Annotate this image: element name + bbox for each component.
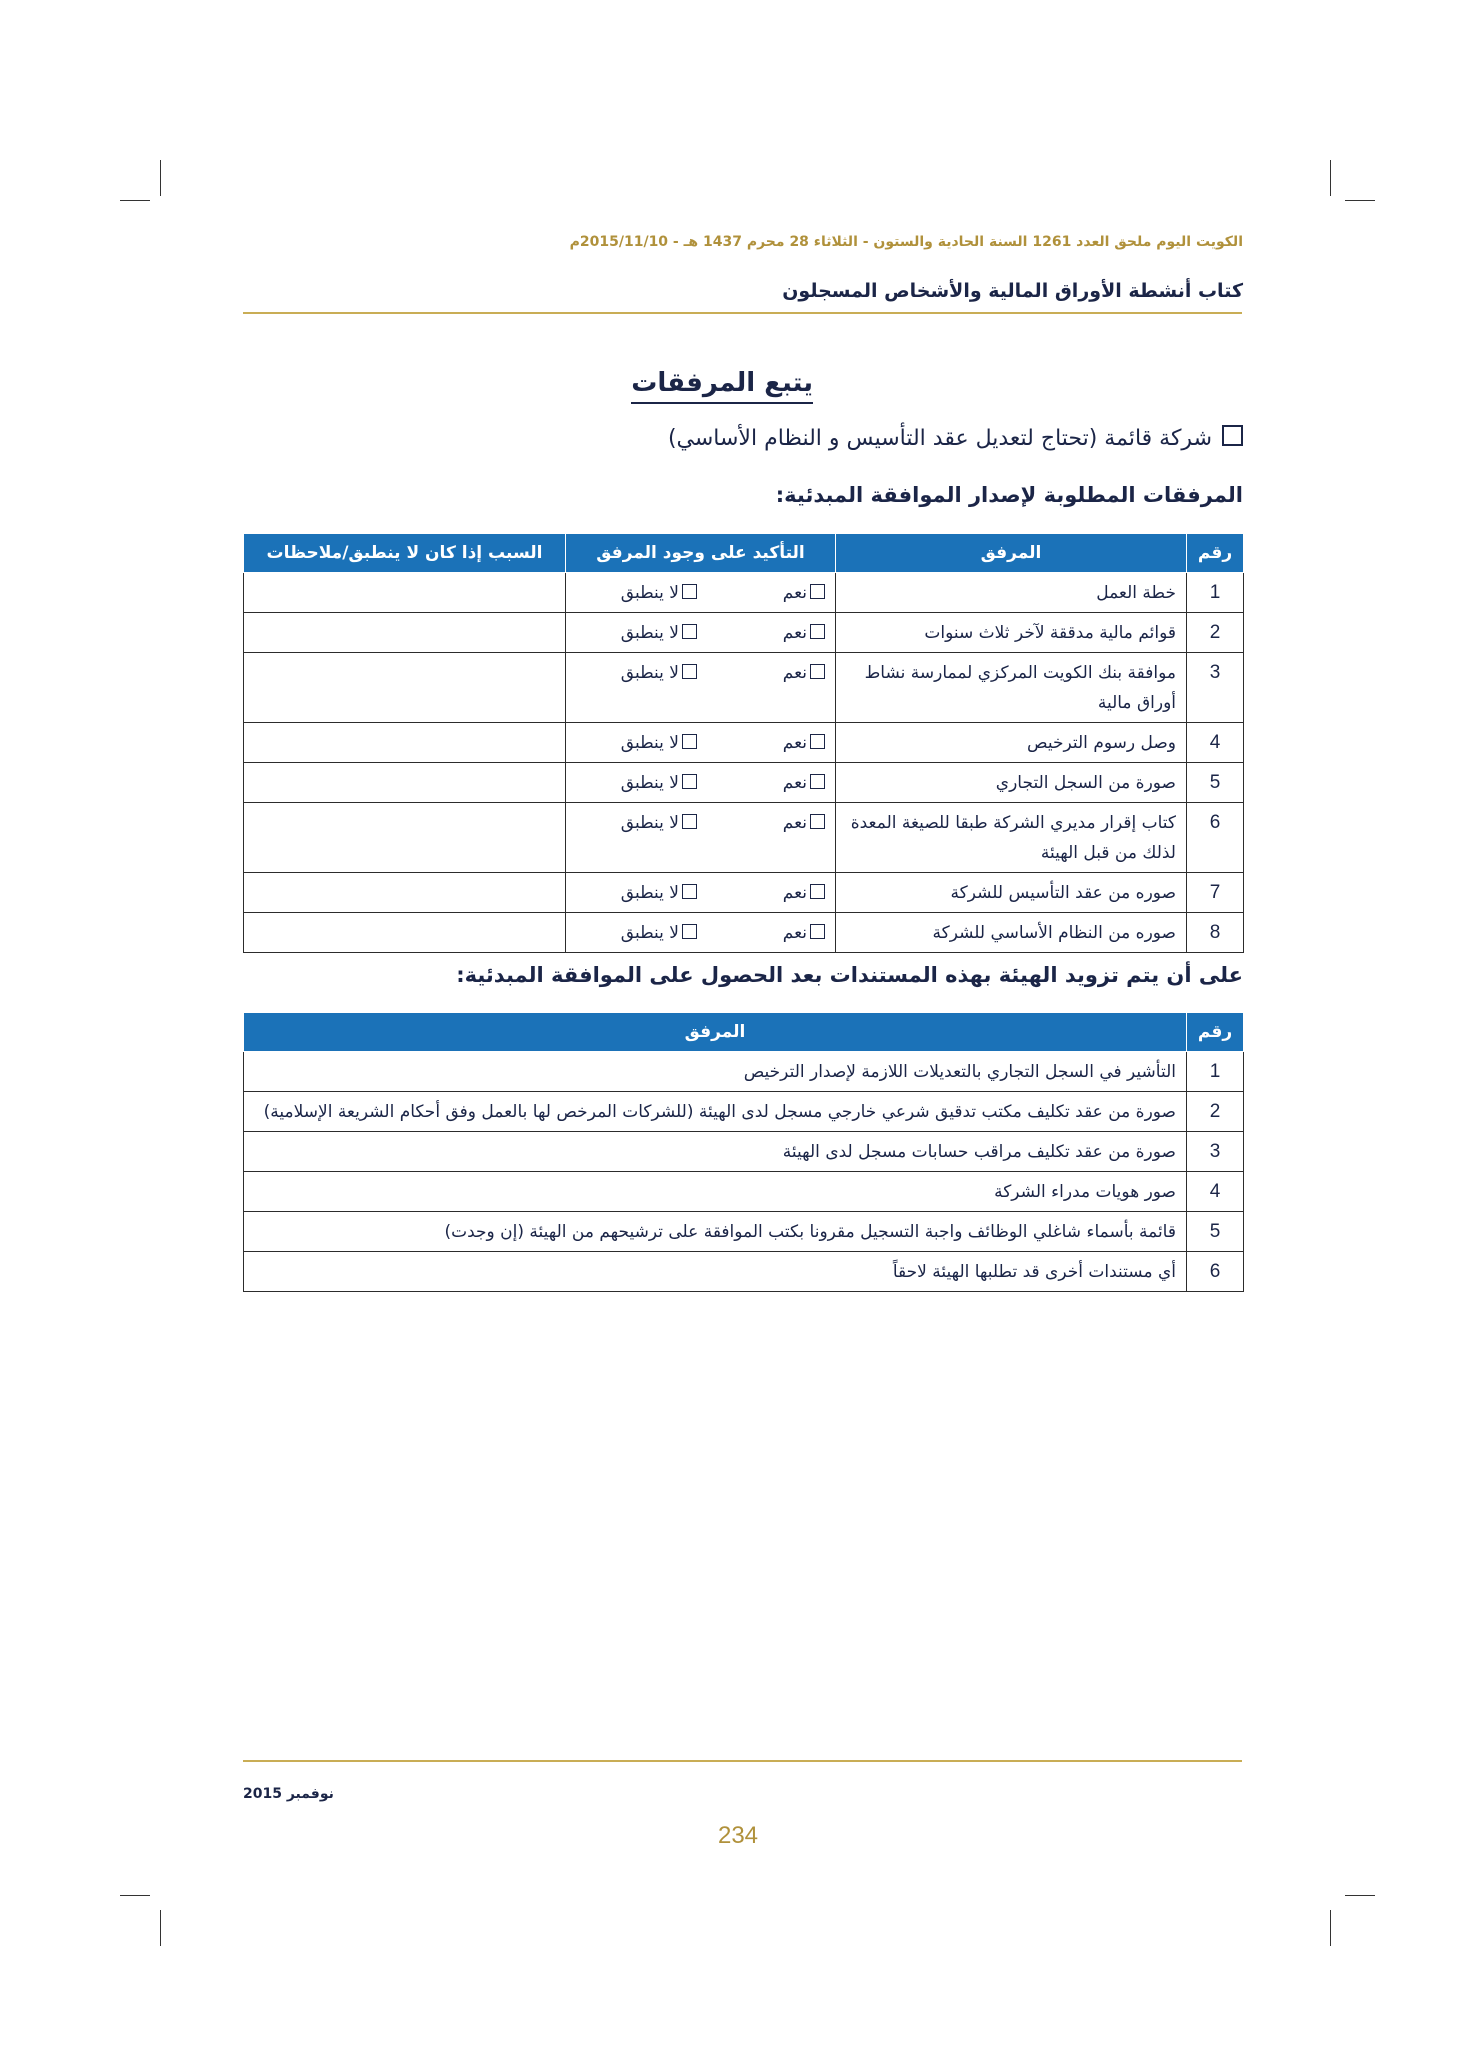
not-applicable-option[interactable] bbox=[587, 658, 697, 688]
row-number: 8 bbox=[1187, 913, 1244, 953]
reason-notes-cell[interactable] bbox=[244, 873, 566, 913]
reason-notes-cell[interactable] bbox=[244, 653, 566, 723]
reason-notes-cell[interactable] bbox=[244, 613, 566, 653]
yes-option[interactable] bbox=[735, 878, 825, 908]
checkbox-icon[interactable] bbox=[682, 734, 697, 749]
table-row bbox=[244, 1172, 1244, 1212]
checkbox-icon[interactable] bbox=[810, 584, 825, 599]
table-row bbox=[244, 1092, 1244, 1132]
confirmation-cell bbox=[566, 763, 836, 803]
yes-option[interactable] bbox=[735, 918, 825, 948]
header-reason: السبب إذا كان لا ينطبق/ملاحظات bbox=[244, 534, 566, 573]
yes-option[interactable] bbox=[735, 808, 825, 838]
confirmation-cell bbox=[566, 653, 836, 723]
row-number: 5 bbox=[1187, 763, 1244, 803]
confirmation-cell bbox=[566, 803, 836, 873]
table-header-row bbox=[244, 1013, 1244, 1052]
not-applicable-label: لا ينطبق bbox=[620, 663, 679, 683]
crop-mark bbox=[1330, 1910, 1331, 1946]
publication-title: كتاب أنشطة الأوراق المالية والأشخاص المسجلون bbox=[782, 280, 1243, 302]
attachment-name: خطة العمل bbox=[836, 573, 1187, 613]
checkbox-icon[interactable] bbox=[1222, 425, 1243, 446]
post-approval-intro: على أن يتم تزويد الهيئة بهذه المستندات بعد الحصول على الموافقة المبدئية: bbox=[456, 963, 1243, 987]
row-number: 3 bbox=[1187, 653, 1244, 723]
row-number: 1 bbox=[1187, 573, 1244, 613]
yes-option[interactable] bbox=[735, 768, 825, 798]
attachment-name: قوائم مالية مدققة لآخر ثلاث سنوات bbox=[836, 613, 1187, 653]
table-row bbox=[244, 653, 1244, 723]
company-option-label: شركة قائمة (تحتاج لتعديل عقد التأسيس و النظام الأساسي) bbox=[667, 426, 1212, 451]
checkbox-icon[interactable] bbox=[810, 664, 825, 679]
checkbox-icon[interactable] bbox=[682, 884, 697, 899]
yes-option[interactable] bbox=[735, 618, 825, 648]
attachment-name: موافقة بنك الكويت المركزي لممارسة نشاط أوراق مالية bbox=[836, 653, 1187, 723]
header-number: رقم bbox=[1187, 534, 1244, 573]
row-number: 3 bbox=[1187, 1132, 1244, 1172]
reason-notes-cell[interactable] bbox=[244, 723, 566, 763]
checkbox-icon[interactable] bbox=[810, 814, 825, 829]
yes-option[interactable] bbox=[735, 728, 825, 758]
confirmation-cell bbox=[566, 723, 836, 763]
row-number: 6 bbox=[1187, 1252, 1244, 1292]
reason-notes-cell[interactable] bbox=[244, 913, 566, 953]
row-number: 5 bbox=[1187, 1212, 1244, 1252]
checkbox-icon[interactable] bbox=[682, 624, 697, 639]
crop-mark bbox=[1330, 160, 1331, 196]
not-applicable-label: لا ينطبق bbox=[620, 773, 679, 793]
initial-approval-intro: المرفقات المطلوبة لإصدار الموافقة المبدئية: bbox=[775, 483, 1243, 507]
attachment-name: صوره من النظام الأساسي للشركة bbox=[836, 913, 1187, 953]
crop-mark bbox=[120, 200, 150, 201]
not-applicable-label: لا ينطبق bbox=[620, 583, 679, 603]
post-approval-documents-table bbox=[243, 1012, 1244, 1292]
row-number: 2 bbox=[1187, 613, 1244, 653]
attachment-name: صوره من عقد التأسيس للشركة bbox=[836, 873, 1187, 913]
table-row bbox=[244, 873, 1244, 913]
not-applicable-option[interactable] bbox=[587, 618, 697, 648]
crop-mark bbox=[120, 1895, 150, 1896]
gazette-header: الكويت اليوم ملحق العدد 1261 السنة الحادية والستون - الثلاثاء 28 محرم 1437 هـ - 2015/11/10م bbox=[569, 234, 1243, 250]
document-name: صورة من عقد تكليف مكتب تدقيق شرعي خارجي مسجل لدى الهيئة (للشركات المرخص لها بالعمل وفق أحكام الشريعة الإسلامية) bbox=[244, 1092, 1187, 1132]
crop-mark bbox=[160, 1910, 161, 1946]
not-applicable-option[interactable] bbox=[587, 768, 697, 798]
not-applicable-label: لا ينطبق bbox=[620, 733, 679, 753]
reason-notes-cell[interactable] bbox=[244, 763, 566, 803]
yes-label: نعم bbox=[782, 733, 807, 753]
yes-label: نعم bbox=[782, 623, 807, 643]
not-applicable-label: لا ينطبق bbox=[620, 813, 679, 833]
checkbox-icon[interactable] bbox=[682, 814, 697, 829]
checkbox-icon[interactable] bbox=[810, 884, 825, 899]
reason-notes-cell[interactable] bbox=[244, 803, 566, 873]
page-number: 234 bbox=[717, 1822, 759, 1849]
document-name: التأشير في السجل التجاري بالتعديلات اللازمة لإصدار الترخيص bbox=[244, 1052, 1187, 1092]
crop-mark bbox=[160, 160, 161, 196]
row-number: 4 bbox=[1187, 1172, 1244, 1212]
section-heading-text: يتبع المرفقات bbox=[631, 368, 813, 404]
yes-label: نعم bbox=[782, 583, 807, 603]
not-applicable-option[interactable] bbox=[587, 918, 697, 948]
table-row bbox=[244, 573, 1244, 613]
table-row bbox=[244, 1212, 1244, 1252]
header-number: رقم bbox=[1187, 1013, 1244, 1052]
not-applicable-label: لا ينطبق bbox=[620, 623, 679, 643]
table-row bbox=[244, 913, 1244, 953]
header-attachment: المرفق bbox=[836, 534, 1187, 573]
table-row bbox=[244, 613, 1244, 653]
row-number: 1 bbox=[1187, 1052, 1244, 1092]
header-attachment: المرفق bbox=[244, 1013, 1187, 1052]
yes-option[interactable] bbox=[735, 658, 825, 688]
checkbox-icon[interactable] bbox=[810, 924, 825, 939]
checkbox-icon[interactable] bbox=[810, 624, 825, 639]
yes-label: نعم bbox=[782, 883, 807, 903]
crop-mark bbox=[1345, 200, 1375, 201]
yes-option[interactable] bbox=[735, 578, 825, 608]
not-applicable-option[interactable] bbox=[587, 728, 697, 758]
attachment-name: كتاب إقرار مديري الشركة طبقا للصيغة المعدة لذلك من قبل الهيئة bbox=[836, 803, 1187, 873]
crop-mark bbox=[1345, 1895, 1375, 1896]
table-row bbox=[244, 803, 1244, 873]
attachment-name: صورة من السجل التجاري bbox=[836, 763, 1187, 803]
document-name: قائمة بأسماء شاغلي الوظائف واجبة التسجيل مقرونا بكتب الموافقة على ترشيحهم من الهيئة (إن وجدت) bbox=[244, 1212, 1187, 1252]
initial-attachments-table bbox=[243, 533, 1244, 953]
table-row bbox=[244, 763, 1244, 803]
table-header-row bbox=[244, 534, 1244, 573]
checkbox-icon[interactable] bbox=[682, 584, 697, 599]
checkbox-icon[interactable] bbox=[810, 774, 825, 789]
not-applicable-label: لا ينطبق bbox=[620, 923, 679, 943]
yes-label: نعم bbox=[782, 663, 807, 683]
not-applicable-option[interactable] bbox=[587, 578, 697, 608]
table-row bbox=[244, 1252, 1244, 1292]
reason-notes-cell[interactable] bbox=[244, 573, 566, 613]
confirmation-cell bbox=[566, 913, 836, 953]
checkbox-icon[interactable] bbox=[810, 734, 825, 749]
row-number: 7 bbox=[1187, 873, 1244, 913]
attachment-name: وصل رسوم الترخيص bbox=[836, 723, 1187, 763]
table-row bbox=[244, 1132, 1244, 1172]
table-row bbox=[244, 1052, 1244, 1092]
row-number: 6 bbox=[1187, 803, 1244, 873]
not-applicable-option[interactable] bbox=[587, 808, 697, 838]
footer-date: نوفمبر 2015 bbox=[243, 1786, 334, 1802]
checkbox-icon[interactable] bbox=[682, 664, 697, 679]
header-rule bbox=[243, 312, 1242, 314]
yes-label: نعم bbox=[782, 773, 807, 793]
row-number: 4 bbox=[1187, 723, 1244, 763]
table-row bbox=[244, 723, 1244, 763]
checkbox-icon[interactable] bbox=[682, 774, 697, 789]
yes-label: نعم bbox=[782, 813, 807, 833]
checkbox-icon[interactable] bbox=[682, 924, 697, 939]
confirmation-cell bbox=[566, 613, 836, 653]
row-number: 2 bbox=[1187, 1092, 1244, 1132]
document-name: أي مستندات أخرى قد تطلبها الهيئة لاحقاً bbox=[244, 1252, 1187, 1292]
yes-label: نعم bbox=[782, 923, 807, 943]
section-heading bbox=[243, 368, 813, 398]
company-option bbox=[243, 425, 1243, 451]
confirmation-cell bbox=[566, 873, 836, 913]
not-applicable-label: لا ينطبق bbox=[620, 883, 679, 903]
document-name: صورة من عقد تكليف مراقب حسابات مسجل لدى الهيئة bbox=[244, 1132, 1187, 1172]
document-name: صور هويات مدراء الشركة bbox=[244, 1172, 1187, 1212]
not-applicable-option[interactable] bbox=[587, 878, 697, 908]
footer-rule bbox=[243, 1760, 1242, 1762]
confirmation-cell bbox=[566, 573, 836, 613]
header-confirmation: التأكيد على وجود المرفق bbox=[566, 534, 836, 573]
